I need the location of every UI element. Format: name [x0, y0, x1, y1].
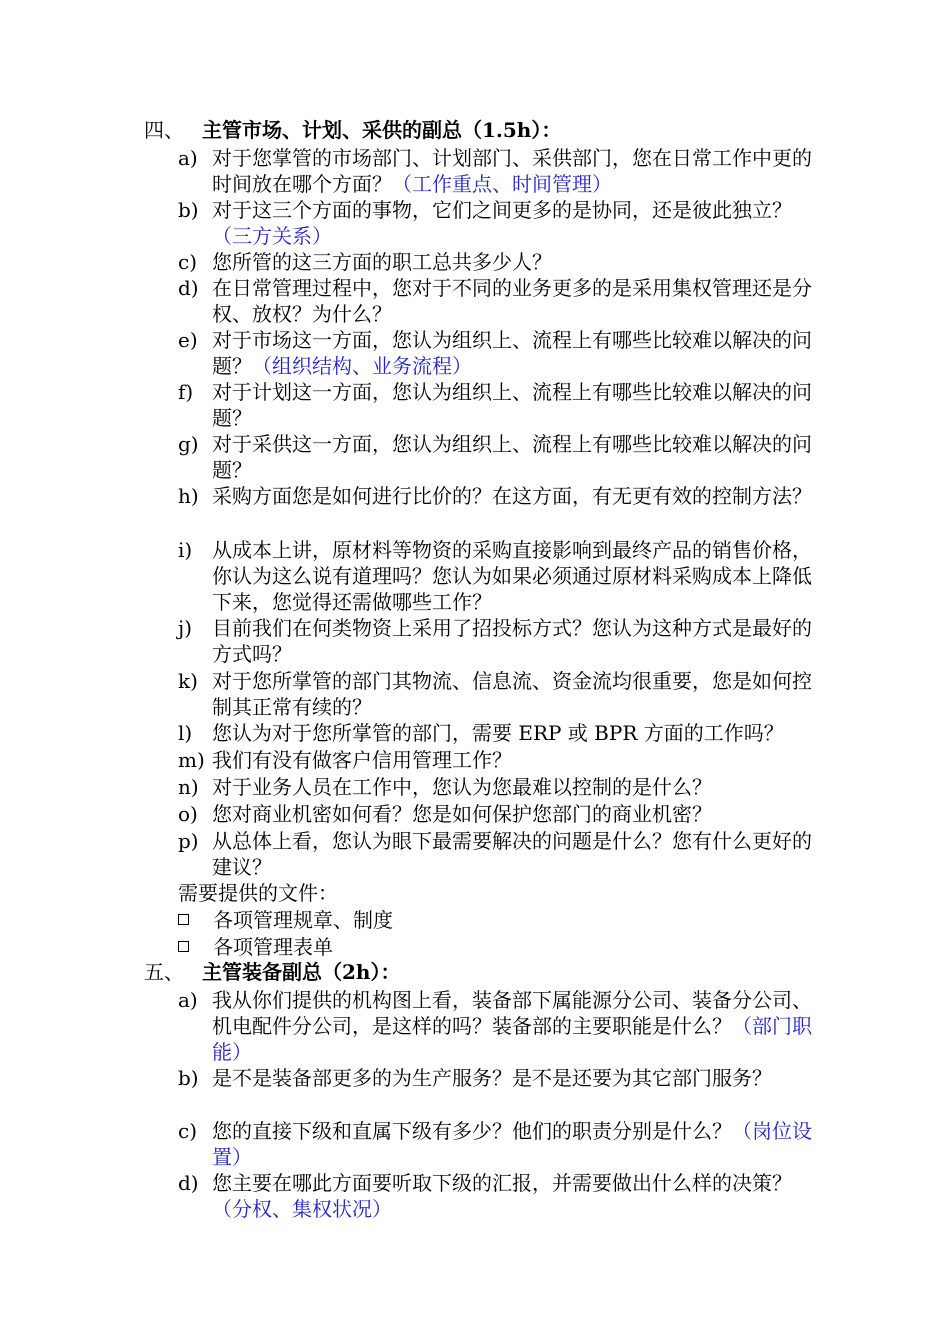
- question-text: 对于业务人员在工作中，您认为您最难以控制的是什么？: [212, 775, 712, 799]
- square-bullet-icon: [178, 941, 189, 952]
- question-text: 对于这三个方面的事物，它们之间更多的是协同，还是彼此独立？: [212, 198, 792, 222]
- question-label: j): [178, 616, 193, 640]
- question-text: 您认为对于您所掌管的部门，需要 ERP 或 BPR 方面的工作吗？: [212, 721, 784, 745]
- question-label: d): [178, 1171, 199, 1195]
- required-file-item: [178, 907, 393, 933]
- question-text: 对于您掌管的市场部门、计划部门、采供部门，您在日常工作中更的时间放在哪个方面？: [212, 146, 812, 196]
- question-label: c): [178, 250, 198, 274]
- question-text: 在日常管理过程中，您对于不同的业务更多的是采用集权管理还是分权、放权？为什么？: [212, 276, 812, 326]
- question-4n: [178, 774, 828, 800]
- question-text: 是不是装备部更多的为生产服务？是不是还要为其它部门服务？: [212, 1066, 772, 1090]
- question-text: 对于计划这一方面，您认为组织上、流程上有哪些比较难以解决的问题？: [212, 380, 812, 430]
- question-4k: [178, 668, 828, 720]
- required-files-heading: 需要提供的文件：: [178, 881, 338, 905]
- question-note: （组织结构、业务流程）: [252, 354, 472, 378]
- question-label: d): [178, 276, 199, 300]
- required-file-text: 各项管理规章、制度: [213, 908, 393, 932]
- section-4-number: 四、: [144, 118, 184, 142]
- question-note: （工作重点、时间管理）: [392, 172, 612, 196]
- question-label: l): [178, 721, 193, 745]
- question-label: c): [178, 1119, 198, 1143]
- question-text: 我们有没有做客户信用管理工作？: [212, 748, 512, 772]
- question-note: （三方关系）: [212, 224, 332, 248]
- question-4e: [178, 327, 828, 379]
- question-note: （部门职能）: [212, 1014, 812, 1064]
- question-4m: [178, 747, 828, 773]
- question-label: o): [178, 802, 198, 826]
- question-label: n): [178, 775, 199, 799]
- section-4-heading: [144, 116, 561, 144]
- question-label: e): [178, 328, 198, 352]
- question-4a: [178, 145, 828, 197]
- section-5-title: 主管装备副总（2h）：: [202, 960, 401, 984]
- question-text: 对于采供这一方面，您认为组织上、流程上有哪些比较难以解决的问题？: [212, 432, 812, 482]
- question-text: 您对商业机密如何看？您是如何保护您部门的商业机密？: [212, 802, 712, 826]
- question-text: 我从你们提供的机构图上看，装备部下属能源分公司、装备分公司、机电配件分公司，是这样的吗？装备部的主要职能是什么？: [212, 988, 812, 1038]
- question-label: b): [178, 1066, 199, 1090]
- question-4o: [178, 801, 828, 827]
- question-label: h): [178, 484, 199, 508]
- section-5-heading: [144, 958, 400, 986]
- question-text: 对于您所掌管的部门其物流、信息流、资金流均很重要，您是如何控制其正常有续的？: [212, 669, 812, 719]
- question-label: i): [178, 538, 193, 562]
- question-4d: [178, 275, 828, 327]
- question-4p: [178, 828, 828, 880]
- question-4c: [178, 249, 828, 275]
- section-4-title: 主管市场、计划、采供的副总（1.5h）：: [202, 118, 562, 142]
- question-text: 采购方面您是如何进行比价的？在这方面，有无更有效的控制方法？: [212, 484, 812, 508]
- question-label: a): [178, 146, 198, 170]
- question-label: g): [178, 432, 199, 456]
- question-label: p): [178, 829, 199, 853]
- question-note: （分权、集权状况）: [212, 1197, 392, 1221]
- required-file-item: [178, 934, 333, 960]
- question-5b: [178, 1065, 828, 1091]
- question-5d: [178, 1170, 828, 1222]
- question-label: m): [178, 748, 205, 772]
- question-text: 目前我们在何类物资上采用了招投标方式？您认为这种方式是最好的方式吗？: [212, 616, 812, 666]
- question-label: a): [178, 988, 198, 1012]
- question-4g: [178, 431, 828, 483]
- question-label: b): [178, 198, 199, 222]
- question-text: 从总体上看，您认为眼下最需要解决的问题是什么？您有什么更好的建议？: [212, 829, 812, 879]
- question-4l: [178, 720, 878, 746]
- question-text: 从成本上讲，原材料等物资的采购直接影响到最终产品的销售价格，你认为这么说有道理吗？您认为如果必须通过原材料采购成本上降低下来，您觉得还需做哪些工作？: [212, 538, 812, 614]
- question-text: 对于市场这一方面，您认为组织上、流程上有哪些比较难以解决的问题？: [212, 328, 812, 378]
- question-note: （岗位设置）: [212, 1119, 812, 1169]
- question-5c: [178, 1118, 828, 1170]
- question-4i: [178, 537, 828, 615]
- question-label: f): [178, 380, 194, 404]
- question-text: 您主要在哪此方面要听取下级的汇报，并需要做出什么样的决策？: [212, 1171, 792, 1195]
- section-5-number: 五、: [144, 960, 184, 984]
- question-4b: [178, 197, 828, 249]
- question-5a: [178, 987, 828, 1065]
- required-file-text: 各项管理表单: [213, 935, 333, 959]
- question-4j: [178, 615, 828, 667]
- question-text: 您的直接下级和直属下级有多少？他们的职责分别是什么？: [212, 1119, 732, 1143]
- square-bullet-icon: [178, 914, 189, 925]
- question-4f: [178, 379, 828, 431]
- question-label: k): [178, 669, 198, 693]
- question-4h: [178, 483, 828, 509]
- question-text: 您所管的这三方面的职工总共多少人？: [212, 250, 552, 274]
